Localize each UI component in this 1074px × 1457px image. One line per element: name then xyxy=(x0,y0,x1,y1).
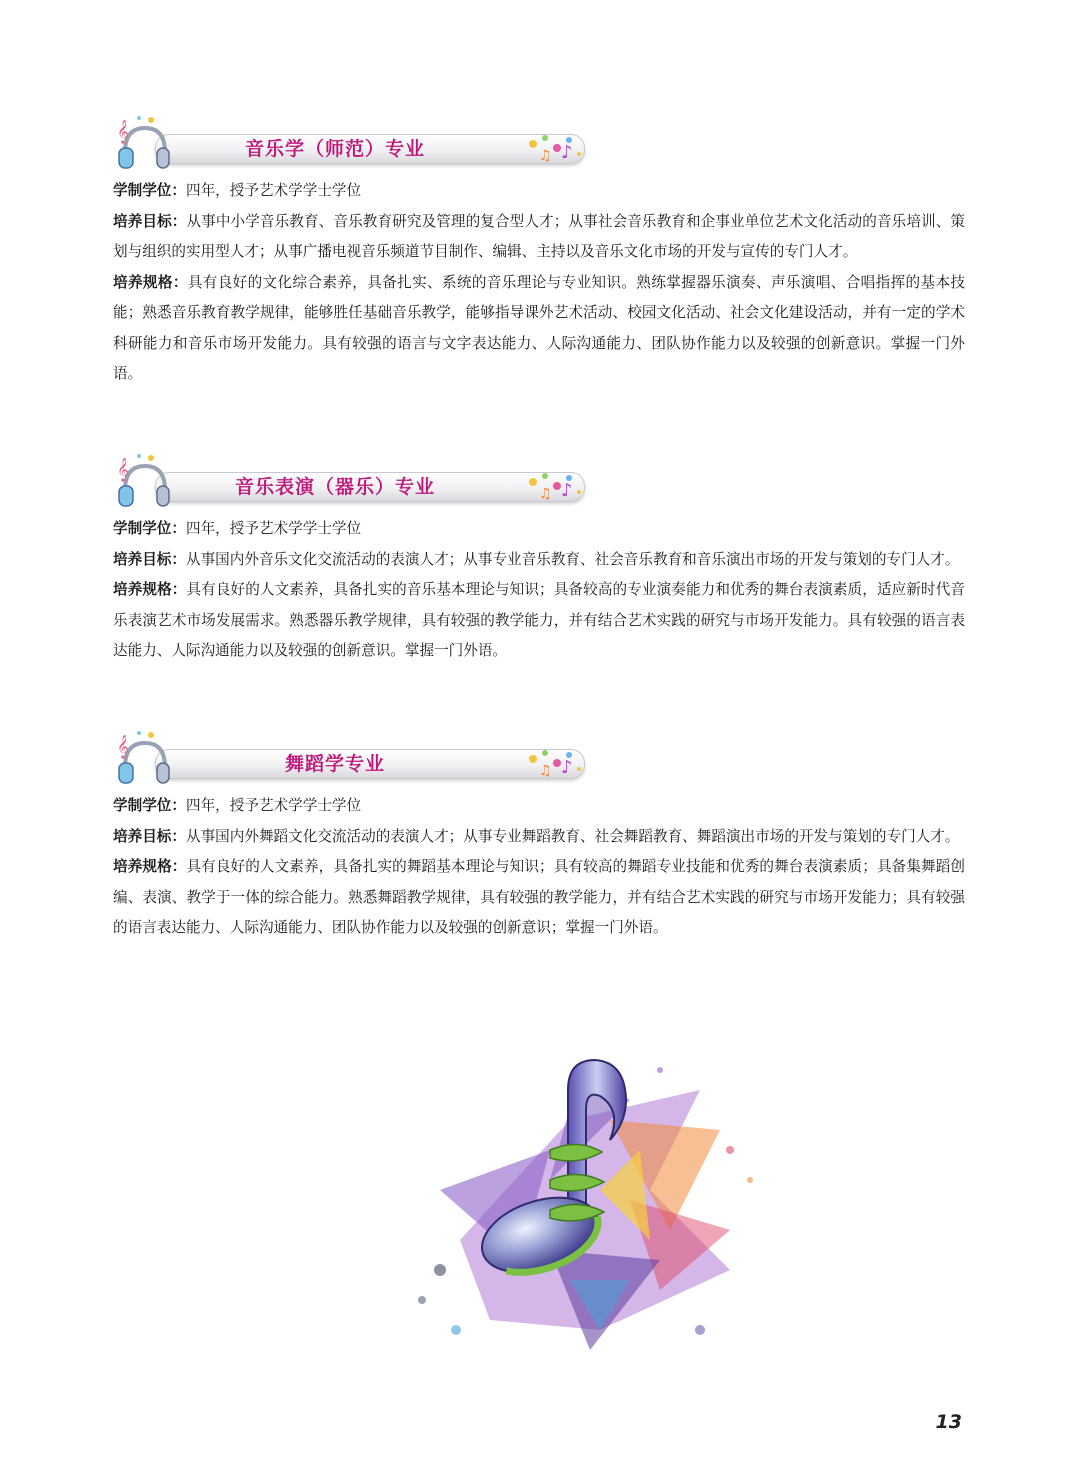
duration-line xyxy=(113,514,965,545)
section-title: 舞蹈学专业 xyxy=(284,753,385,775)
goal-text: 从事国内外舞蹈文化交流活动的表演人才；从事专业舞蹈教育、社会舞蹈教育、舞蹈演出市场的开发与策划的专门人才。 xyxy=(185,827,960,845)
major-section-music-performance xyxy=(113,450,965,667)
svg-text:𝄞: 𝄞 xyxy=(117,734,129,758)
goal-text: 从事国内外音乐文化交流活动的表演人才；从事专业音乐教育、社会音乐教育和音乐演出市场的开发与策划的专门人才。 xyxy=(185,550,960,568)
svg-text:𝄞: 𝄞 xyxy=(117,457,129,481)
music-note-splash-illustration xyxy=(400,1030,780,1390)
page-number: 13 xyxy=(935,1411,962,1433)
major-section-music-education xyxy=(113,112,965,390)
goal-paragraph xyxy=(113,545,965,576)
spec-label: 培养规格： xyxy=(113,581,187,598)
spec-label: 培养规格： xyxy=(113,858,187,875)
goal-paragraph xyxy=(113,207,965,268)
svg-text:♫: ♫ xyxy=(539,148,552,164)
duration-line xyxy=(113,176,965,207)
section-banner xyxy=(111,112,965,176)
headphones-music-icon xyxy=(111,112,171,176)
svg-text:♪: ♪ xyxy=(561,757,573,778)
spec-paragraph xyxy=(113,268,965,390)
headphones-music-icon xyxy=(111,450,171,514)
duration-text: 四年，授予艺术学学士学位 xyxy=(185,797,362,814)
svg-text:♪: ♪ xyxy=(561,142,573,163)
goal-label: 培养目标： xyxy=(113,212,187,230)
music-notes-icon xyxy=(523,739,587,783)
headphones-music-icon xyxy=(111,727,171,791)
major-section-dance xyxy=(113,727,965,944)
spec-text: 具有良好的人文素养，具备扎实的舞蹈基本理论与知识；具有较高的舞蹈专业技能和优秀的舞台表演素质；具备集舞蹈创编、表演、教学于一体的综合能力。熟悉舞蹈教学规律，具有较强的教学能力，并有结合艺术实践的研究与市场开发能力；具有较强的语言表达能力、人际沟通能力、团队协作能力以及较强的创新意识；掌握一门外语。 xyxy=(113,858,965,936)
svg-text:𝄞: 𝄞 xyxy=(117,119,129,143)
section-banner xyxy=(111,450,965,514)
music-notes-icon xyxy=(523,462,587,506)
goal-paragraph xyxy=(113,822,965,853)
spec-paragraph xyxy=(113,852,965,944)
section-title: 音乐表演（器乐）专业 xyxy=(234,476,435,498)
duration-label: 学制学位： xyxy=(113,520,186,537)
duration-text: 四年，授予艺术学学士学位 xyxy=(185,520,362,537)
duration-line xyxy=(113,791,965,822)
duration-label: 学制学位： xyxy=(113,797,186,814)
spec-label: 培养规格： xyxy=(113,273,188,291)
section-title: 音乐学（师范）专业 xyxy=(244,138,425,160)
duration-label: 学制学位： xyxy=(113,182,186,199)
svg-text:♫: ♫ xyxy=(539,486,552,502)
spec-paragraph xyxy=(113,575,965,667)
spec-text: 具有良好的文化综合素养，具备扎实、系统的音乐理论与专业知识。熟练掌握器乐演奏、声乐演唱、合唱指挥的基本技能；熟悉音乐教育教学规律，能够胜任基础音乐教学，能够指导课外艺术活动、校园文化活动、社会文化建设活动，并有一定的学术科研能力和音乐市场开发能力。具有较强的语言与文字表达能力、人际沟通能力、团队协作能力以及较强的创新意识。掌握一门外语。 xyxy=(113,273,965,382)
section-banner xyxy=(111,727,965,791)
goal-text: 从事中小学音乐教育、音乐教育研究及管理的复合型人才；从事社会音乐教育和企事业单位艺术文化活动的音乐培训、策划与组织的实用型人才；从事广播电视音乐频道节目制作、编辑、主持以及音乐文化市场的开发与宣传的专门人才。 xyxy=(113,212,965,260)
goal-label: 培养目标： xyxy=(113,827,186,845)
music-notes-icon xyxy=(523,124,587,168)
spec-text: 具有良好的人文素养，具备扎实的音乐基本理论与知识；具备较高的专业演奏能力和优秀的舞台表演素质，适应新时代音乐表演艺术市场发展需求。熟悉器乐教学规律，具有较强的教学能力，并有结合艺术实践的研究与市场开发能力。具有较强的语言表达能力、人际沟通能力以及较强的创新意识。掌握一门外语。 xyxy=(113,581,965,659)
goal-label: 培养目标： xyxy=(113,550,186,568)
duration-text: 四年，授予艺术学学士学位 xyxy=(185,182,362,199)
svg-text:♪: ♪ xyxy=(561,480,573,501)
svg-text:♫: ♫ xyxy=(539,763,552,779)
